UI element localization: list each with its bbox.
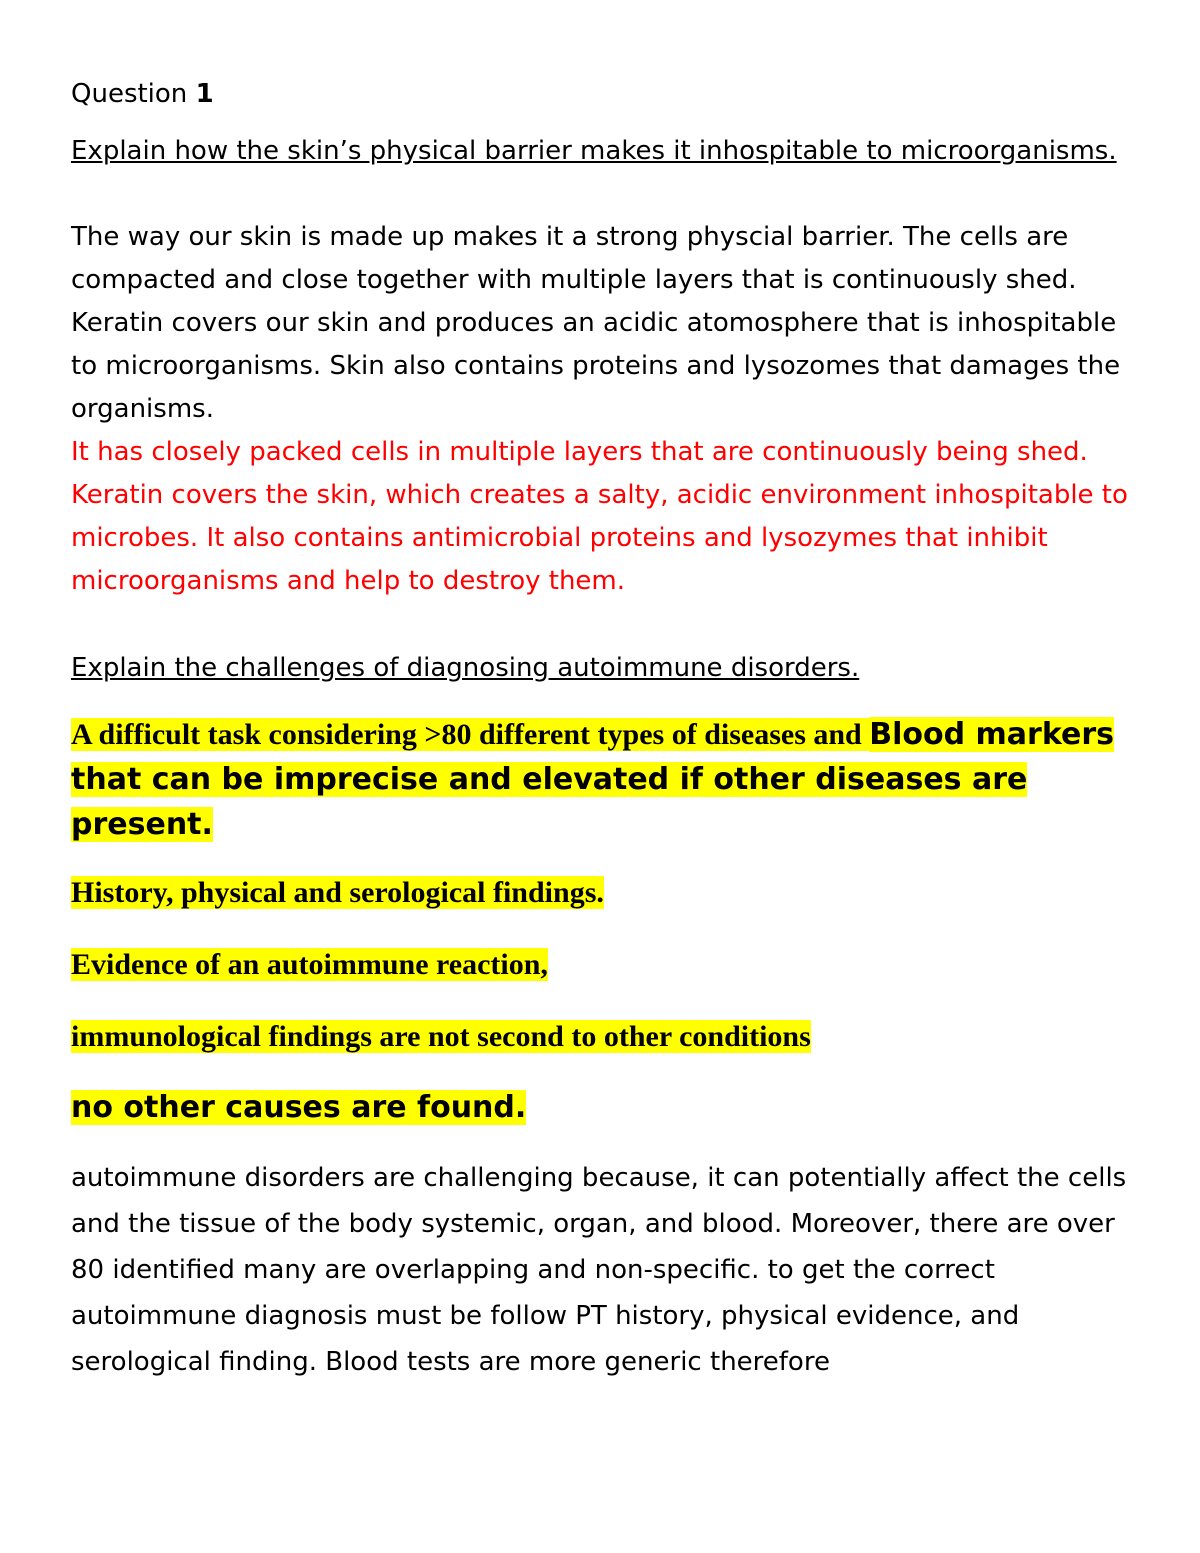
student-answer-autoimmune: autoimmune disorders are challenging because, it can potentially affect the cells and the tissue of the body systemic, organ, and blood. Moreover, there are over 80 identified many are overlapping and non-specific. to get the correct autoimmune diagnosis must be follow PT history, physical evidence, and serological finding. Blood tests are more generic therefore (71, 1163, 1127, 1377)
feedback-answer-skin-barrier: It has closely packed cells in multiple layers that are continuously being shed. Keratin covers the skin, which creates a salty, acidic environment inhospitable to microbes. It also contains antimicrobial proteins and lysozymes that inhibit microorganisms and help to destroy them. (71, 437, 1128, 596)
paragraph-spacer (71, 603, 1131, 647)
question-prompt-skin-barrier: Explain how the skin’s physical barrier makes it inhospitable to microorganisms. (71, 136, 1117, 166)
highlight-point-history (71, 871, 1131, 919)
highlight-text-serif: A difficult task considering >80 different types of diseases and (71, 718, 870, 751)
highlight-text: no other causes are found. (71, 1090, 527, 1125)
highlight-text: immunological findings are not second to other conditions (71, 1020, 811, 1053)
question-number: 1 (195, 79, 214, 109)
highlight-text-sans: Blood markers that can be imprecise and elevated if other diseases are present. (71, 717, 1114, 842)
highlight-point-difficult-task (71, 714, 1131, 849)
highlight-text: History, physical and serological findings. (71, 876, 604, 909)
highlight-text: Evidence of an autoimmune reaction, (71, 948, 548, 981)
document-content (71, 76, 1131, 1385)
highlight-point-evidence (71, 943, 1131, 991)
highlight-point-immunological (71, 1015, 1131, 1063)
question-heading (71, 76, 1131, 112)
question-label: Question (71, 79, 188, 109)
student-answer-skin-barrier: The way our skin is made up makes it a strong physcial barrier. The cells are compacted and close together with multiple layers that is continuously shed. Keratin covers our skin and produces an acidic atomosphere that is inhospitable to microorganisms. Skin also contains proteins and lysozomes that damages the organisms. (71, 222, 1121, 424)
highlight-point-no-other-causes (71, 1083, 1131, 1137)
question-prompt-autoimmune: Explain the challenges of diagnosing autoimmune disorders. (71, 653, 860, 683)
